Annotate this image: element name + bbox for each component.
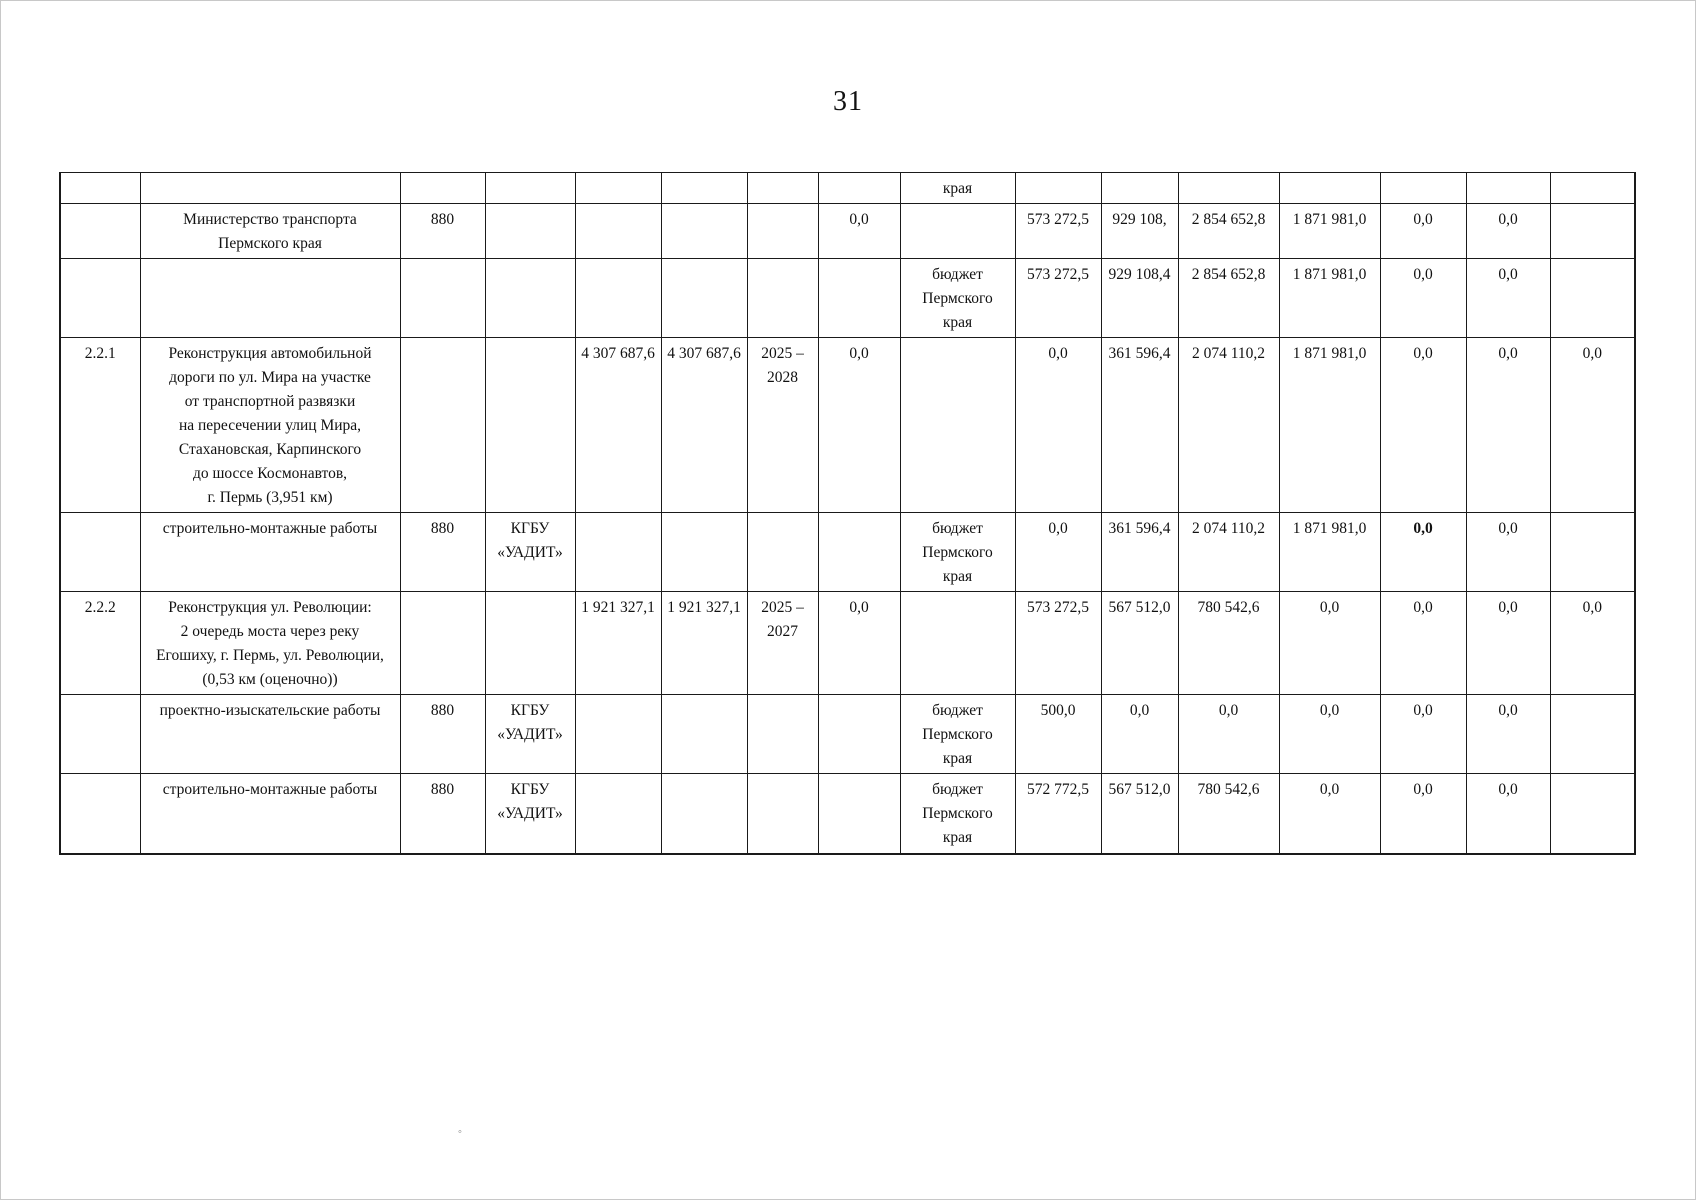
cell-year-5: 0,0: [1380, 774, 1466, 854]
cell-funding-source: бюджет Пермского края: [900, 259, 1015, 338]
cell-funding-source: бюджет Пермского края: [900, 695, 1015, 774]
cell-item-name: [140, 259, 400, 338]
cell-funding-source: бюджет Пермского края: [900, 774, 1015, 854]
table-row: [60, 695, 1635, 774]
cell-cost-total: 4 307 687,6: [575, 338, 661, 513]
cell-row-number: [60, 695, 140, 774]
cell-year-5: [1380, 173, 1466, 204]
cell-year-7: [1550, 204, 1635, 259]
cell-cost-program: [661, 695, 747, 774]
cell-year-1: [1015, 173, 1101, 204]
cell-code: 880: [400, 695, 485, 774]
cell-year-1: 573 272,5: [1015, 592, 1101, 695]
cell-item-name: строительно-монтажные работы: [140, 774, 400, 854]
cell-cost-program: 4 307 687,6: [661, 338, 747, 513]
cell-code: [400, 173, 485, 204]
cell-year-4: 1 871 981,0: [1279, 513, 1380, 592]
cell-year-6: 0,0: [1466, 592, 1550, 695]
cell-year-7: [1550, 774, 1635, 854]
cell-year-2: 361 596,4: [1101, 513, 1178, 592]
cell-col-value: [818, 173, 900, 204]
cell-funding-source: бюджет Пермского края: [900, 513, 1015, 592]
cell-year-2: 567 512,0: [1101, 774, 1178, 854]
cell-executor: КГБУ «УАДИТ»: [485, 513, 575, 592]
cell-code: [400, 592, 485, 695]
cell-cost-program: [661, 204, 747, 259]
cell-year-1: 572 772,5: [1015, 774, 1101, 854]
cell-year-7: [1550, 513, 1635, 592]
cell-row-number: [60, 204, 140, 259]
table-row: [60, 173, 1635, 204]
table-row: [60, 513, 1635, 592]
cell-executor: [485, 173, 575, 204]
cell-item-name: Реконструкция автомобильной дороги по ул. Мира на участке от транспортной развязки на пересечении улиц Мира, Стахановская, Карпинского до шоссе Космонавтов, г. Пермь (3,951 км): [140, 338, 400, 513]
cell-executor: [485, 338, 575, 513]
cell-col-value: 0,0: [818, 592, 900, 695]
cell-period: 2025 – 2028: [747, 338, 818, 513]
cell-cost-program: [661, 173, 747, 204]
cell-row-number: [60, 259, 140, 338]
cell-year-4: 1 871 981,0: [1279, 204, 1380, 259]
cell-year-1: 500,0: [1015, 695, 1101, 774]
cell-year-7: 0,0: [1550, 338, 1635, 513]
cell-row-number: [60, 513, 140, 592]
page-number: 31: [833, 86, 863, 117]
cell-period: 2025 – 2027: [747, 592, 818, 695]
cell-year-4: 0,0: [1279, 774, 1380, 854]
table-row: [60, 592, 1635, 695]
cell-year-6: 0,0: [1466, 774, 1550, 854]
cell-year-2: 0,0: [1101, 695, 1178, 774]
cell-col-value: [818, 774, 900, 854]
cell-executor: [485, 592, 575, 695]
cell-code: 880: [400, 774, 485, 854]
cell-year-2: 567 512,0: [1101, 592, 1178, 695]
cell-col-value: [818, 513, 900, 592]
cell-year-6: 0,0: [1466, 204, 1550, 259]
cell-year-1: 0,0: [1015, 338, 1101, 513]
cell-year-4: [1279, 173, 1380, 204]
cell-year-3: 780 542,6: [1178, 774, 1279, 854]
cell-cost-total: 1 921 327,1: [575, 592, 661, 695]
cell-year-5: 0,0: [1380, 695, 1466, 774]
cell-funding-source: края: [900, 173, 1015, 204]
cell-cost-program: [661, 259, 747, 338]
cell-year-3: 780 542,6: [1178, 592, 1279, 695]
cell-year-7: [1550, 695, 1635, 774]
cell-year-2: 929 108,: [1101, 204, 1178, 259]
cell-year-5: 0,0: [1380, 592, 1466, 695]
cell-code: [400, 259, 485, 338]
cell-year-7: [1550, 173, 1635, 204]
cell-cost-total: [575, 173, 661, 204]
cell-period: [747, 173, 818, 204]
cell-year-3: [1178, 173, 1279, 204]
table-row: [60, 774, 1635, 854]
cell-col-value: 0,0: [818, 204, 900, 259]
cell-year-4: 0,0: [1279, 695, 1380, 774]
cell-code: 880: [400, 204, 485, 259]
cell-row-number: 2.2.2: [60, 592, 140, 695]
cell-year-1: 573 272,5: [1015, 259, 1101, 338]
cell-year-4: 0,0: [1279, 592, 1380, 695]
cell-year-3: 2 074 110,2: [1178, 513, 1279, 592]
cell-item-name: проектно-изыскательские работы: [140, 695, 400, 774]
cell-year-6: [1466, 173, 1550, 204]
cell-period: [747, 695, 818, 774]
cell-cost-total: [575, 695, 661, 774]
cell-year-4: 1 871 981,0: [1279, 259, 1380, 338]
cell-cost-total: [575, 513, 661, 592]
cell-year-5: 0,0: [1380, 513, 1466, 592]
cell-year-3: 2 854 652,8: [1178, 259, 1279, 338]
cell-year-7: 0,0: [1550, 592, 1635, 695]
cell-year-6: 0,0: [1466, 695, 1550, 774]
cell-executor: КГБУ «УАДИТ»: [485, 695, 575, 774]
cell-executor: КГБУ «УАДИТ»: [485, 774, 575, 854]
cell-year-7: [1550, 259, 1635, 338]
cell-year-5: 0,0: [1380, 338, 1466, 513]
cell-cost-total: [575, 259, 661, 338]
cell-year-1: 0,0: [1015, 513, 1101, 592]
cell-year-3: 0,0: [1178, 695, 1279, 774]
cell-funding-source: [900, 204, 1015, 259]
cell-code: 880: [400, 513, 485, 592]
cell-year-2: 361 596,4: [1101, 338, 1178, 513]
cell-period: [747, 513, 818, 592]
cell-year-1: 573 272,5: [1015, 204, 1101, 259]
cell-cost-total: [575, 204, 661, 259]
cell-item-name: [140, 173, 400, 204]
cell-cost-program: [661, 774, 747, 854]
cell-year-3: 2 074 110,2: [1178, 338, 1279, 513]
cell-col-value: 0,0: [818, 338, 900, 513]
cell-item-name: Реконструкция ул. Революции: 2 очередь моста через реку Егошиху, г. Пермь, ул. Революции, (0,53 км (оценочно)): [140, 592, 400, 695]
cell-col-value: [818, 259, 900, 338]
cell-period: [747, 259, 818, 338]
cell-year-2: 929 108,4: [1101, 259, 1178, 338]
cell-executor: [485, 259, 575, 338]
cell-year-6: 0,0: [1466, 513, 1550, 592]
cell-year-3: 2 854 652,8: [1178, 204, 1279, 259]
cell-cost-program: [661, 513, 747, 592]
scan-mark: ◦: [458, 1126, 462, 1138]
cell-period: [747, 774, 818, 854]
cell-code: [400, 338, 485, 513]
cell-executor: [485, 204, 575, 259]
cell-col-value: [818, 695, 900, 774]
cell-year-4: 1 871 981,0: [1279, 338, 1380, 513]
table-row: [60, 204, 1635, 259]
table-row: [60, 338, 1635, 513]
cell-row-number: [60, 173, 140, 204]
cell-funding-source: [900, 592, 1015, 695]
cell-year-2: [1101, 173, 1178, 204]
cell-year-5: 0,0: [1380, 259, 1466, 338]
cell-item-name: Министерство транспорта Пермского края: [140, 204, 400, 259]
cell-year-6: 0,0: [1466, 259, 1550, 338]
budget-table: [59, 172, 1636, 855]
cell-year-5: 0,0: [1380, 204, 1466, 259]
cell-row-number: 2.2.1: [60, 338, 140, 513]
cell-cost-program: 1 921 327,1: [661, 592, 747, 695]
cell-period: [747, 204, 818, 259]
cell-funding-source: [900, 338, 1015, 513]
table-row: [60, 259, 1635, 338]
cell-row-number: [60, 774, 140, 854]
cell-cost-total: [575, 774, 661, 854]
cell-item-name: строительно-монтажные работы: [140, 513, 400, 592]
cell-year-6: 0,0: [1466, 338, 1550, 513]
